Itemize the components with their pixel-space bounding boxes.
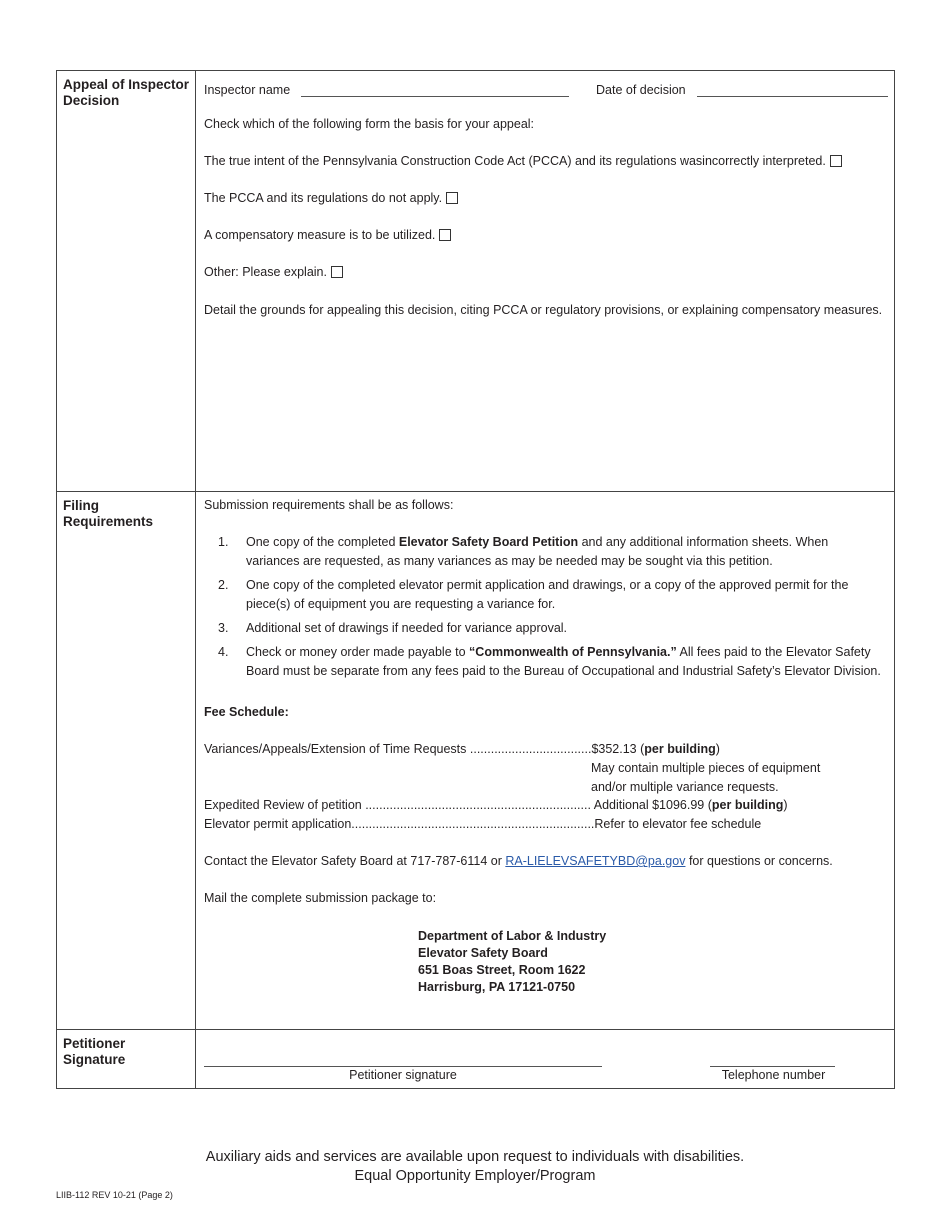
contact-line: Contact the Elevator Safety Board at 717-787-6114 or RA-LIELEVSAFETYBD@pa.gov for questions or concerns. [204,854,833,868]
fee-row-variances: Variances/Appeals/Extension of Time Requests ...................................$352.13 (per building) [204,742,720,756]
list-item-number: 1. [218,535,229,549]
appeal-option-4-checkbox[interactable] [331,266,343,278]
signature-section [57,1029,894,1088]
contact-email-link[interactable]: RA-LIELEVSAFETYBD@pa.gov [505,854,686,868]
date-of-decision-field [596,83,888,97]
fee-note-1: May contain multiple pieces of equipment [591,761,821,775]
fee-row-expedited: Expedited Review of petition ................................................................. Additional $1096.99 (per building) [204,798,788,812]
list-item-text: Additional set of drawings if needed for variance approval. [246,621,568,635]
filing-section [57,491,894,1029]
list-item-number: 4. [218,645,229,659]
fee-note-2: and/or multiple variance requests. [591,780,779,794]
appeal-option-2 [204,191,458,205]
petition-form-table [56,70,895,1089]
inspector-name-input[interactable] [301,84,569,97]
appeal-option-4 [204,265,343,279]
list-item-number: 3. [218,621,229,635]
appeal-option-2-label: The PCCA and its regulations do not apply. [204,191,443,205]
filing-section-content [196,492,894,1029]
mail-intro: Mail the complete submission package to: [204,891,437,905]
appeal-section [57,71,894,491]
appeal-option-1-checkbox[interactable] [830,155,842,167]
page-footer [0,1148,950,1186]
petitioner-signature-label: Petitioner signature [349,1068,457,1082]
fee-row-permit: Elevator permit application......................................................................Refer to elevator fee schedule [204,817,762,831]
appeal-detail-textarea[interactable] [204,326,886,485]
list-item [204,533,884,571]
inspector-name-label: Inspector name [204,83,291,97]
date-of-decision-label: Date of decision [596,83,686,97]
appeal-option-3 [204,228,451,242]
address-line: Elevator Safety Board [418,946,548,960]
inspector-name-field [204,83,569,97]
address-line: Harrisburg, PA 17121-0750 [418,980,576,994]
form-id: LIIB-112 REV 10-21 (Page 2) [56,1190,173,1200]
list-item-text: One copy of the completed elevator permit application and drawings, or a copy of the approved permit for the piece(s) of equipment you are requesting a variance for. [246,578,849,611]
signature-section-content [196,1030,894,1088]
appeal-option-4-label: Other: Please explain. [204,265,327,279]
list-item-text: Check or money order made payable to “Commonwealth of Pennsylvania.” All fees paid to the Elevator Safety Board must be separate from any fees paid to the Bureau of Occupational and Industrial Safety’s Elevator Division. [246,645,881,678]
filing-intro: Submission requirements shall be as follows: [204,498,454,512]
appeal-option-3-checkbox[interactable] [439,229,451,241]
fee-schedule-title: Fee Schedule: [204,705,289,719]
appeal-option-3-label: A compensatory measure is to be utilized. [204,228,436,242]
filing-section-label: Filing Requirements [57,492,196,1029]
list-item [204,643,884,681]
signature-section-label: Petitioner Signature [57,1030,196,1088]
petitioner-signature-line[interactable] [204,1066,602,1067]
appeal-option-2-checkbox[interactable] [446,192,458,204]
accessibility-notice: Auxiliary aids and services are available upon request to individuals with disabilities. [205,1149,745,1165]
telephone-number-label: Telephone number [721,1068,826,1082]
list-item [204,576,884,614]
date-of-decision-input[interactable] [697,84,888,97]
list-item [204,619,884,638]
telephone-number-line[interactable] [710,1066,835,1067]
appeal-option-1 [204,154,842,168]
appeal-section-content [196,71,894,491]
list-item-number: 2. [218,578,229,592]
mailing-address [418,928,606,996]
address-line: 651 Boas Street, Room 1622 [418,963,586,977]
appeal-option-1-label: The true intent of the Pennsylvania Construction Code Act (PCCA) and its regulations wasincorrectly interpreted. [204,154,826,168]
requirements-list [204,533,884,686]
appeal-section-label: Appeal of Inspector Decision [57,71,196,491]
equal-opportunity-notice: Equal Opportunity Employer/Program [354,1168,596,1184]
appeal-detail-instruction: Detail the grounds for appealing this decision, citing PCCA or regulatory provisions, or explaining compensatory measures. [204,303,883,317]
list-item-text: One copy of the completed Elevator Safety Board Petition and any additional information sheets. When variances are requested, as many variances as may be needed may be sought via this petition. [246,535,829,568]
appeal-instruction: Check which of the following form the basis for your appeal: [204,117,535,131]
address-line: Department of Labor & Industry [418,929,607,943]
